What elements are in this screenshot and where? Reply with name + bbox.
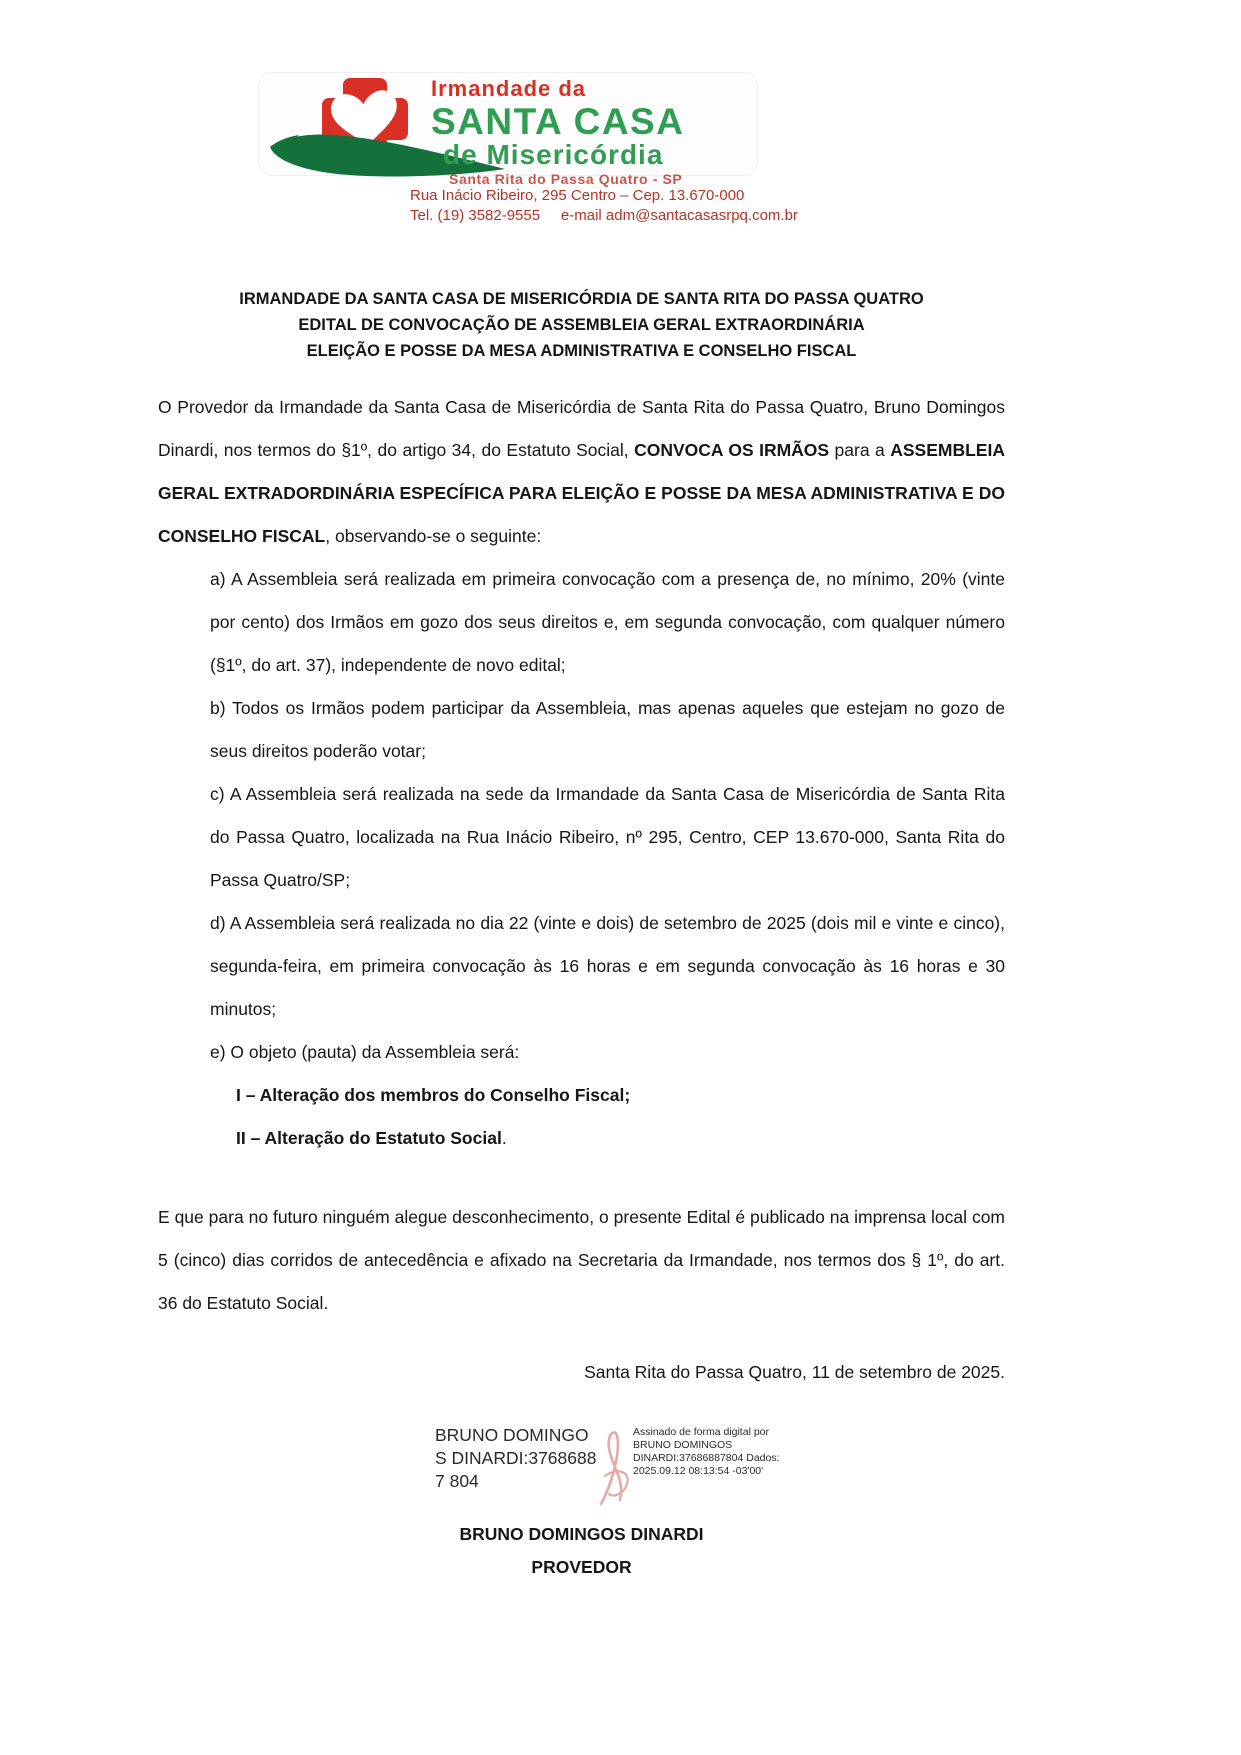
acrobat-signature-flourish-icon	[591, 1424, 637, 1512]
item-a: a) A Assembleia será realizada em primeira convocação com a presença de, no mínimo, 20% (vinte por cento) dos Irmãos em gozo dos seus direitos e, em segunda convocação, com qualquer número (§1º, do art. 37), independente de novo edital;	[210, 569, 1005, 675]
title-line-3: ELEIÇÃO E POSSE DA MESA ADMINISTRATIVA E CONSELHO FISCAL	[306, 342, 857, 360]
item-d: d) A Assembleia será realizada no dia 22 (vinte e dois) de setembro de 2025 (dois mil e vinte e cinco), segunda-feira, em primeira convocação às 16 horas e em segunda convocação às 16 horas e 30 minutos;	[210, 913, 1005, 1019]
logo-wordmark	[431, 75, 753, 186]
address-street: Rua Inácio Ribeiro, 295 Centro – Cep. 13.670-000	[410, 187, 745, 204]
signatory-block	[0, 1518, 1241, 1584]
title-line-1: IRMANDADE DA SANTA CASA DE MISERICÓRDIA DE SANTA RITA DO PASSA QUATRO	[239, 290, 924, 308]
santa-casa-logo	[258, 72, 758, 187]
closing-paragraph: E que para no futuro ninguém alegue desconhecimento, o presente Edital é publicado na imprensa local com 5 (cinco) dias corridos de antecedência e afixado na Secretaria da Irmandade, nos termos dos § 1º, do art. 36 do Estatuto Social.	[158, 1207, 1005, 1313]
date-line: Santa Rita do Passa Quatro, 11 de setembro de 2025.	[584, 1362, 1005, 1382]
signatory-name: BRUNO DOMINGOS DINARDI	[459, 1524, 704, 1544]
address-contact: Tel. (19) 3582-9555 e-mail adm@santacasasrpq.com.br	[410, 207, 798, 224]
sub-item-2: II – Alteração do Estatuto Social.	[236, 1128, 507, 1148]
item-c: c) A Assembleia será realizada na sede da Irmandade da Santa Casa de Misericórdia de Santa Rita do Passa Quatro, localizada na Rua Inácio Ribeiro, nº 295, Centro, CEP 13.670-000, Santa Rita do Passa Quatro/SP;	[210, 784, 1005, 890]
item-e: e) O objeto (pauta) da Assembleia será:	[210, 1042, 520, 1062]
digital-signature-block	[435, 1424, 1241, 1512]
letterhead-address	[410, 186, 1241, 226]
intro-paragraph: O Provedor da Irmandade da Santa Casa de Misericórdia de Santa Rita do Passa Quatro, Bruno Domingos Dinardi, nos termos do §1º, do artigo 34, do Estatuto Social, CONVOCA OS IRMÃOS para a ASSEMBLEIA GERAL EXTRADORDINÁRIA ESPECÍFICA PARA ELEIÇÃO E POSSE DA MESA ADMINISTRATIVA E DO CONSELHO FISCAL, observando-se o seguinte:	[158, 397, 1005, 546]
signature-cert-name: BRUNO DOMINGOS DINARDI:37686887 804	[435, 1425, 597, 1492]
document-title	[158, 286, 1005, 364]
signature-details: Assinado de forma digital por BRUNO DOMINGOS DINARDI:37686887804 Dados: 2025.09.12 08:13:54 -03'00'	[633, 1426, 780, 1478]
logo-line-irmandade: Irmandade da	[431, 76, 587, 101]
logo-line-city: Santa Rita do Passa Quatro - SP	[449, 171, 683, 187]
item-b: b) Todos os Irmãos podem participar da Assembleia, mas apenas aqueles que estejam no gozo de seus direitos poderão votar;	[210, 698, 1005, 761]
title-line-2: EDITAL DE CONVOCAÇÃO DE ASSEMBLEIA GERAL EXTRAORDINÁRIA	[298, 316, 865, 334]
signatory-role: PROVEDOR	[531, 1557, 632, 1577]
sub-item-1: I – Alteração dos membros do Conselho Fiscal;	[236, 1085, 631, 1105]
logo-line-santa-casa: SANTA CASA	[431, 101, 685, 142]
logo-line-misericordia: de Misericórdia	[443, 139, 664, 170]
